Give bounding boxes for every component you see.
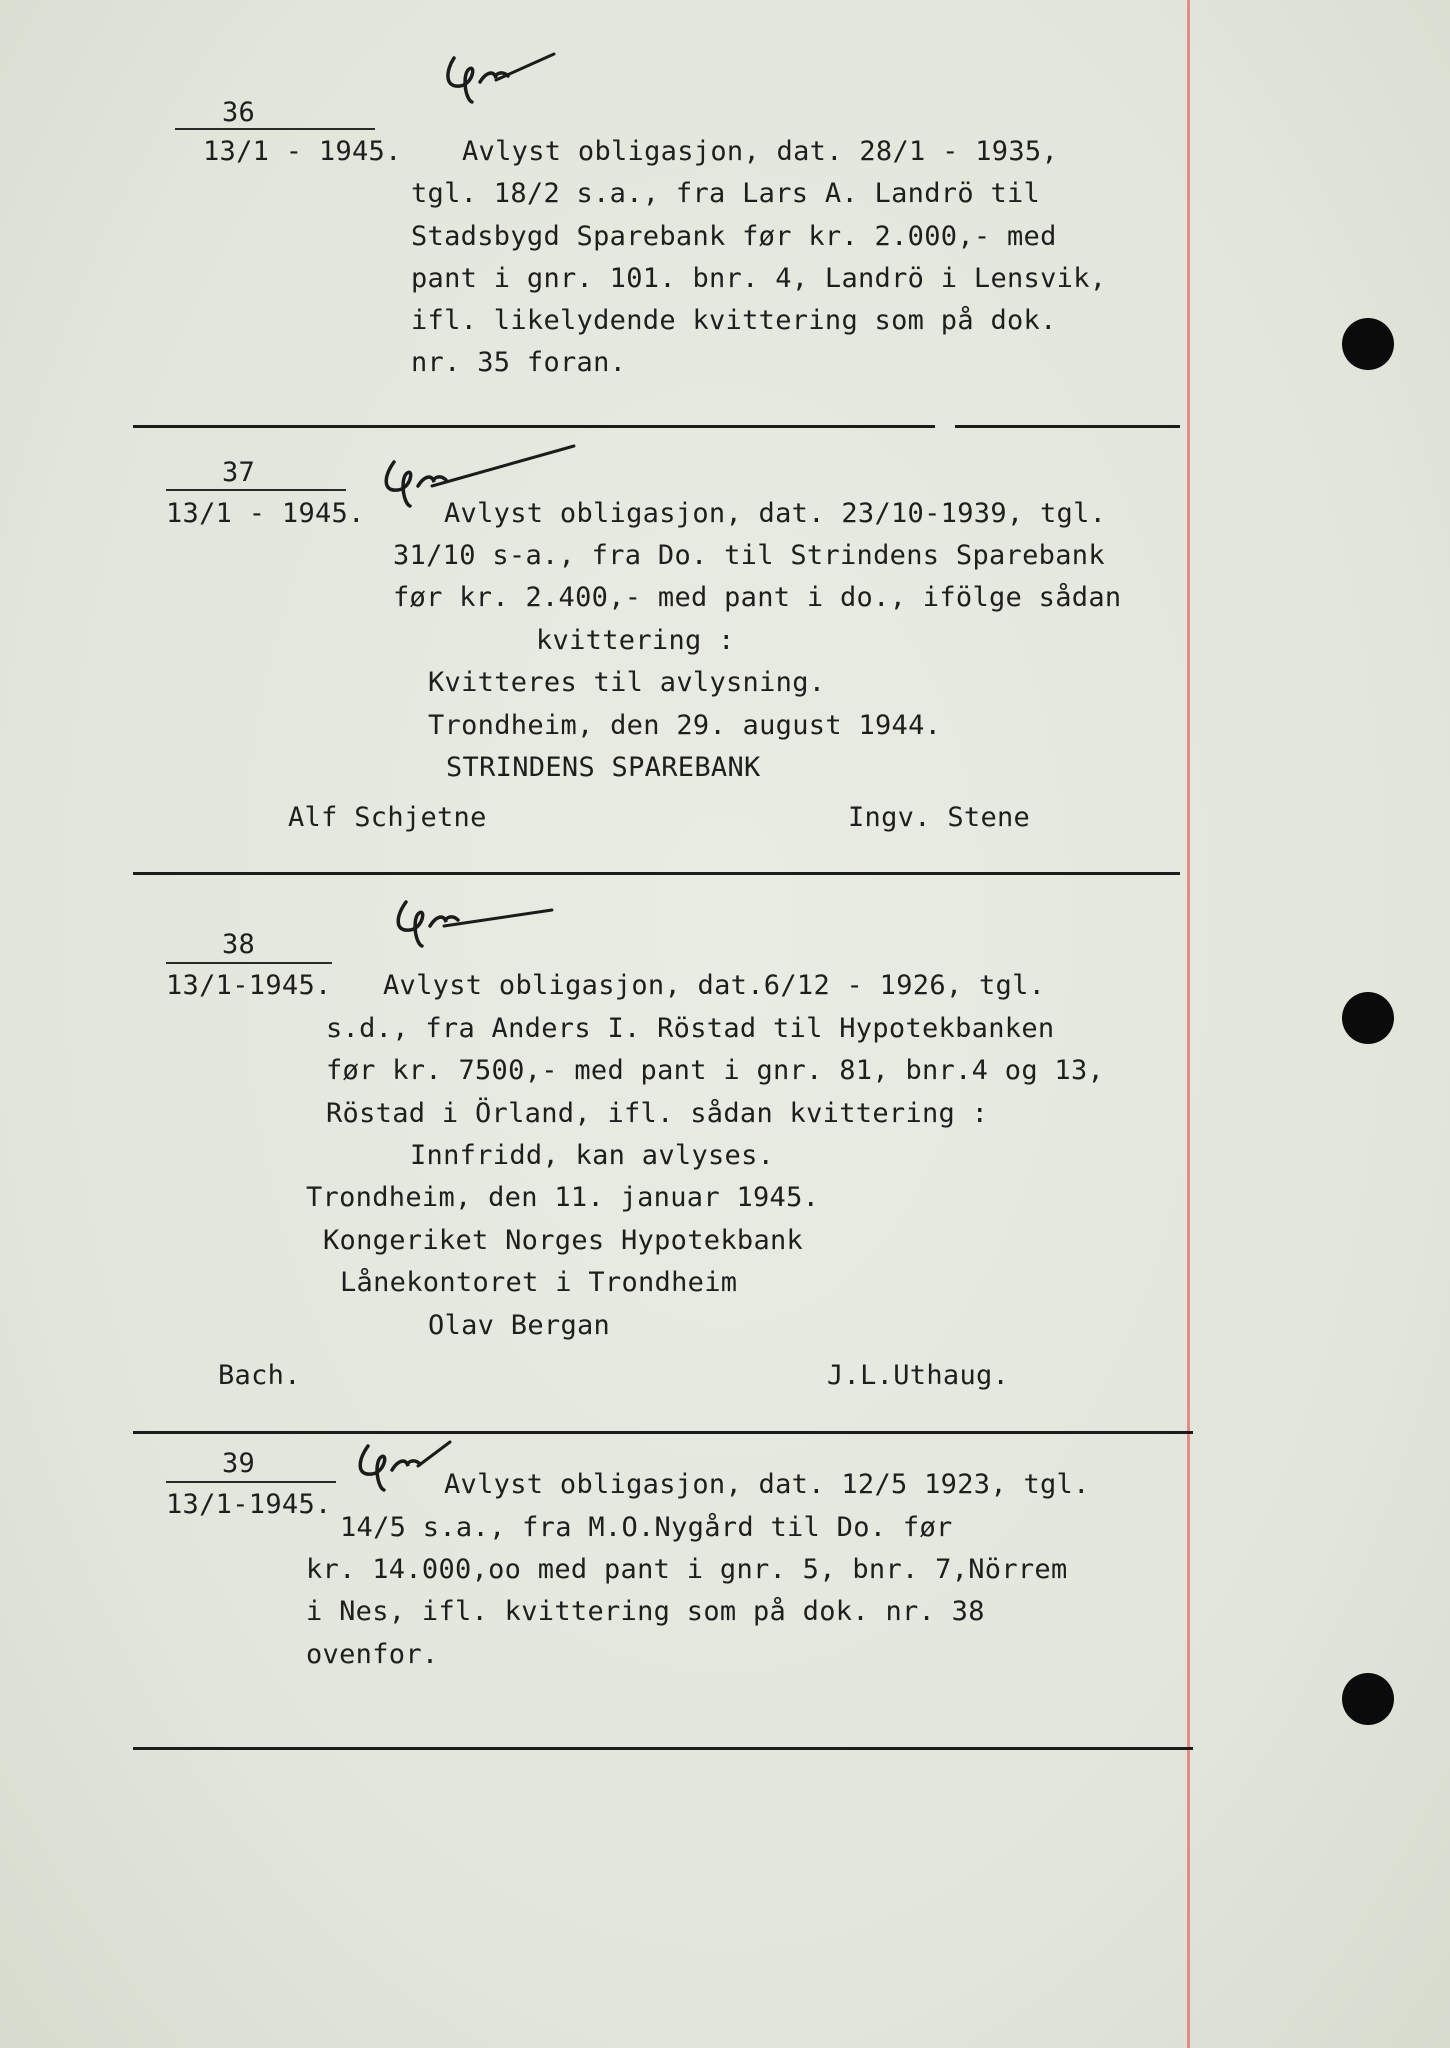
initials-mark-icon <box>436 40 566 115</box>
punch-hole-icon <box>1342 992 1394 1044</box>
entry-number-underline <box>175 128 375 130</box>
signature-right: Ingv. Stene <box>848 802 1031 833</box>
signature-right: J.L.Uthaug. <box>827 1360 1010 1391</box>
entry-text-line: kvittering : <box>536 625 735 656</box>
entry-date: 13/1 - 1945. <box>203 136 402 167</box>
entry-text-line: nr. 35 foran. <box>411 347 627 378</box>
entry-text-line: Olav Bergan <box>428 1310 611 1341</box>
entry-number: 37 <box>222 457 256 488</box>
entry-text-line: tgl. 18/2 s.a., fra Lars A. Landrö til <box>411 178 1041 209</box>
entry-text-line: ovenfor. <box>306 1639 439 1670</box>
entry-date: 13/1-1945. <box>166 970 332 1001</box>
entry-text-line: 31/10 s-a., fra Do. til Strindens Sparebank <box>393 540 1105 571</box>
entry-text-line: Avlyst obligasjon, dat. 23/10-1939, tgl. <box>444 498 1107 529</box>
entry-number: 38 <box>222 929 256 960</box>
entry-number: 39 <box>222 1448 256 1479</box>
entry-text-line: Avlyst obligasjon, dat.6/12 - 1926, tgl. <box>383 970 1046 1001</box>
entry-text-line: pant i gnr. 101. bnr. 4, Landrö i Lensvik, <box>411 263 1107 294</box>
entry-text-line: STRINDENS SPAREBANK <box>446 752 761 783</box>
entry-text-line: Lånekontoret i Trondheim <box>340 1267 738 1298</box>
entry-text-line: Kongeriket Norges Hypotekbank <box>323 1225 804 1256</box>
signature-left: Bach. <box>218 1360 301 1391</box>
initials-mark-icon <box>380 880 560 960</box>
entry-text-line: før kr. 7500,- med pant i gnr. 81, bnr.4 og 13, <box>326 1055 1105 1086</box>
entry-date: 13/1 - 1945. <box>166 498 365 529</box>
entry-number: 36 <box>222 97 256 128</box>
entry-text-line: s.d., fra Anders I. Röstad til Hypotekbanken <box>326 1013 1055 1044</box>
entry-divider <box>133 872 1180 875</box>
entry-text-line: 14/5 s.a., fra M.O.Nygård til Do. før <box>340 1512 953 1543</box>
entry-divider <box>133 1747 1193 1750</box>
entry-date: 13/1-1945. <box>166 1489 332 1520</box>
punch-hole-icon <box>1342 318 1394 370</box>
entry-text-line: i Nes, ifl. kvittering som på dok. nr. 38 <box>306 1596 985 1627</box>
entry-text-line: Avlyst obligasjon, dat. 12/5 1923, tgl. <box>444 1469 1090 1500</box>
entry-text-line: Avlyst obligasjon, dat. 28/1 - 1935, <box>462 136 1058 167</box>
entry-text-line: Trondheim, den 11. januar 1945. <box>306 1182 820 1213</box>
entry-text-line: ifl. likelydende kvittering som på dok. <box>411 305 1057 336</box>
entry-text-line: Stadsbygd Sparebank før kr. 2.000,- med <box>411 221 1057 252</box>
entry-divider <box>133 1431 1193 1434</box>
entry-divider <box>133 425 935 428</box>
entry-text-line: Innfridd, kan avlyses. <box>410 1140 775 1171</box>
signature-left: Alf Schjetne <box>288 802 487 833</box>
entry-text-line: kr. 14.000,oo med pant i gnr. 5, bnr. 7,Nörrem <box>306 1554 1068 1585</box>
punch-hole-icon <box>1342 1673 1394 1725</box>
entry-text-line: Trondheim, den 29. august 1944. <box>428 710 942 741</box>
entry-divider <box>955 425 1180 428</box>
entry-number-underline <box>166 489 346 491</box>
margin-line <box>1187 0 1190 2048</box>
entry-number-underline <box>166 962 332 964</box>
entry-text-line: Kvitteres til avlysning. <box>428 667 826 698</box>
entry-text-line: før kr. 2.400,- med pant i do., ifölge sådan <box>393 582 1122 613</box>
entry-number-underline <box>166 1481 336 1483</box>
entry-text-line: Röstad i Örland, ifl. sådan kvittering : <box>326 1098 989 1129</box>
